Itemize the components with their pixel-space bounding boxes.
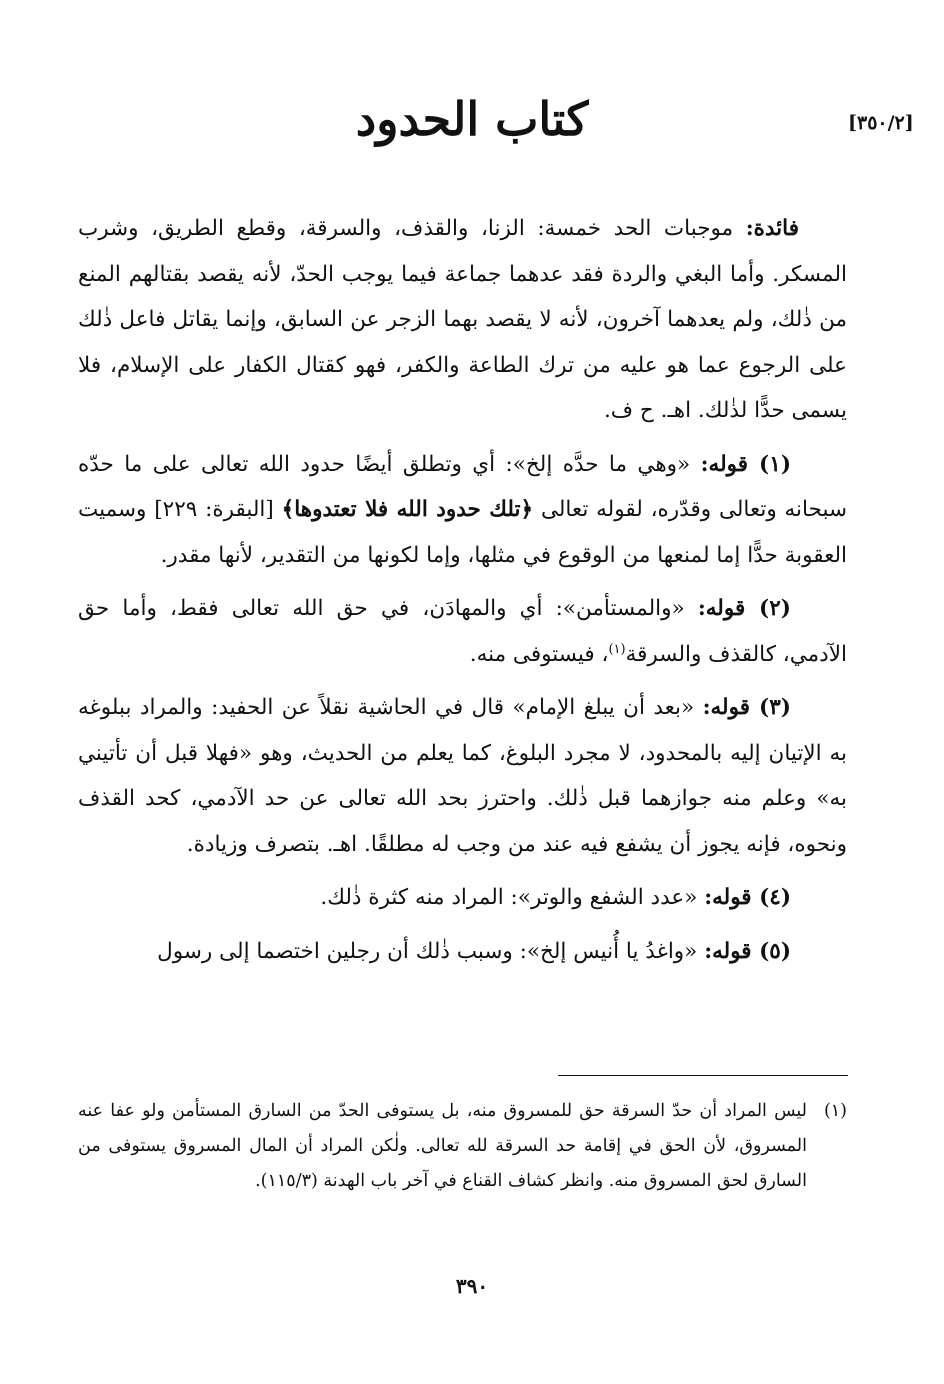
paragraph-faida — [78, 206, 847, 434]
page-reference: [٣٥٠/٢] — [848, 112, 914, 134]
paragraph-note-5 — [78, 929, 847, 975]
paragraph-text: «عدد الشفع والوتر»: المراد منه كثرة ذٰلك. — [320, 885, 705, 910]
paragraph-text: «والمستأمن»: أي والمهادَن، في حق الله تعالى فقط، وأما حق الآدمي، كالقذف والسرقة — [78, 596, 847, 667]
paragraph-label: فائدة: — [745, 216, 799, 241]
paragraph-note-1 — [78, 442, 847, 579]
paragraph-text: [البقرة: ٢٢٩] وسميت العقوبة حدًّا إما لمنعها من الوقوع في مثلها، وإما لكونها من التقدير، لأنها مقدر. — [78, 497, 847, 568]
footnote-marker[interactable]: (١) — [608, 641, 626, 657]
main-text — [78, 206, 847, 982]
paragraph-label: (٣) قوله: — [702, 695, 791, 720]
quran-verse: ﴿تلك حدود الله فلا تعتدوها﴾ — [281, 497, 534, 522]
paragraph-label: (٤) قوله: — [704, 885, 791, 910]
paragraph-text: موجبات الحد خمسة: الزنا، والقذف، والسرقة، وقطع الطريق، وشرب المسكر. وأما البغي والردة فقد عدهما جماعة فيما يوجب الحدّ، لأنه يقصد بقتالهم المنع من ذٰلك، ولم يعدهما آخرون، لأنه لا يقصد بهما الزجر عن السابق، وإنما يقاتل فاعل ذٰلك على الرجوع عما هو عليه من ترك الطاعة والكفر، فهو كقتال الكفار على الإسلام، فلا يسمى حدًّا لذٰلك. اهـ. ح ف. — [78, 216, 847, 423]
paragraph-text: «وهي ما حدَّه إلخ»: أي وتطلق أيضًا حدود الله تعالى على ما حدّه سبحانه وتعالى وقدّره، لقوله تعالى — [78, 451, 847, 522]
paragraph-label: (٥) قوله: — [704, 938, 791, 964]
paragraph-note-4 — [78, 875, 847, 921]
footnote-text: ليس المراد أن حدّ السرقة حق للمسروق منه، بل يستوفى الحدّ من السارق المستأمن ولو عفا عنه المسروق، لأن الحق في إقامة حد السرقة لله تعالى. ولٰكن المراد أن المال المسروق يستوفى من السارق لحق المسروق منه. وانظر كشاف القناع في آخر باب الهدنة (١١٥/٣). — [78, 1101, 807, 1191]
paragraph-label: (١) قوله: — [700, 451, 791, 477]
paragraph-text: «واغدُ يا أُنيس إلخ»: وسبب ذٰلك أن رجلين اختصما إلى رسول — [157, 938, 705, 964]
paragraph-text: ، فيستوفى منه. — [469, 641, 609, 667]
paragraph-note-3 — [78, 685, 847, 867]
footnote-divider — [558, 1075, 848, 1076]
paragraph-text: «بعد أن يبلغ الإمام» قال في الحاشية نقلاً عن الحفيد: والمراد ببلوغه به الإتيان إليه بالمحدود، لا مجرد البلوغ، كما يعلم من الحديث، وهو «فهلا قبل أن تأتيني به» وعلم منه جوازهما قبل ذٰلك. واحترز بحد الله تعالى عن حد الآدمي، كحد القذف ونحوه، فإنه يجوز أن يشفع فيه عند من وجب له مطلقًا. اهـ. بتصرف وزيادة. — [78, 695, 847, 857]
paragraph-label: (٢) قوله: — [697, 596, 791, 621]
footnote-number: (١) — [823, 1101, 847, 1121]
page-number: ٣٩٠ — [455, 1274, 489, 1298]
page-title: كتاب الحدود — [355, 92, 589, 146]
paragraph-note-2 — [78, 586, 847, 677]
footnote — [78, 1094, 847, 1199]
